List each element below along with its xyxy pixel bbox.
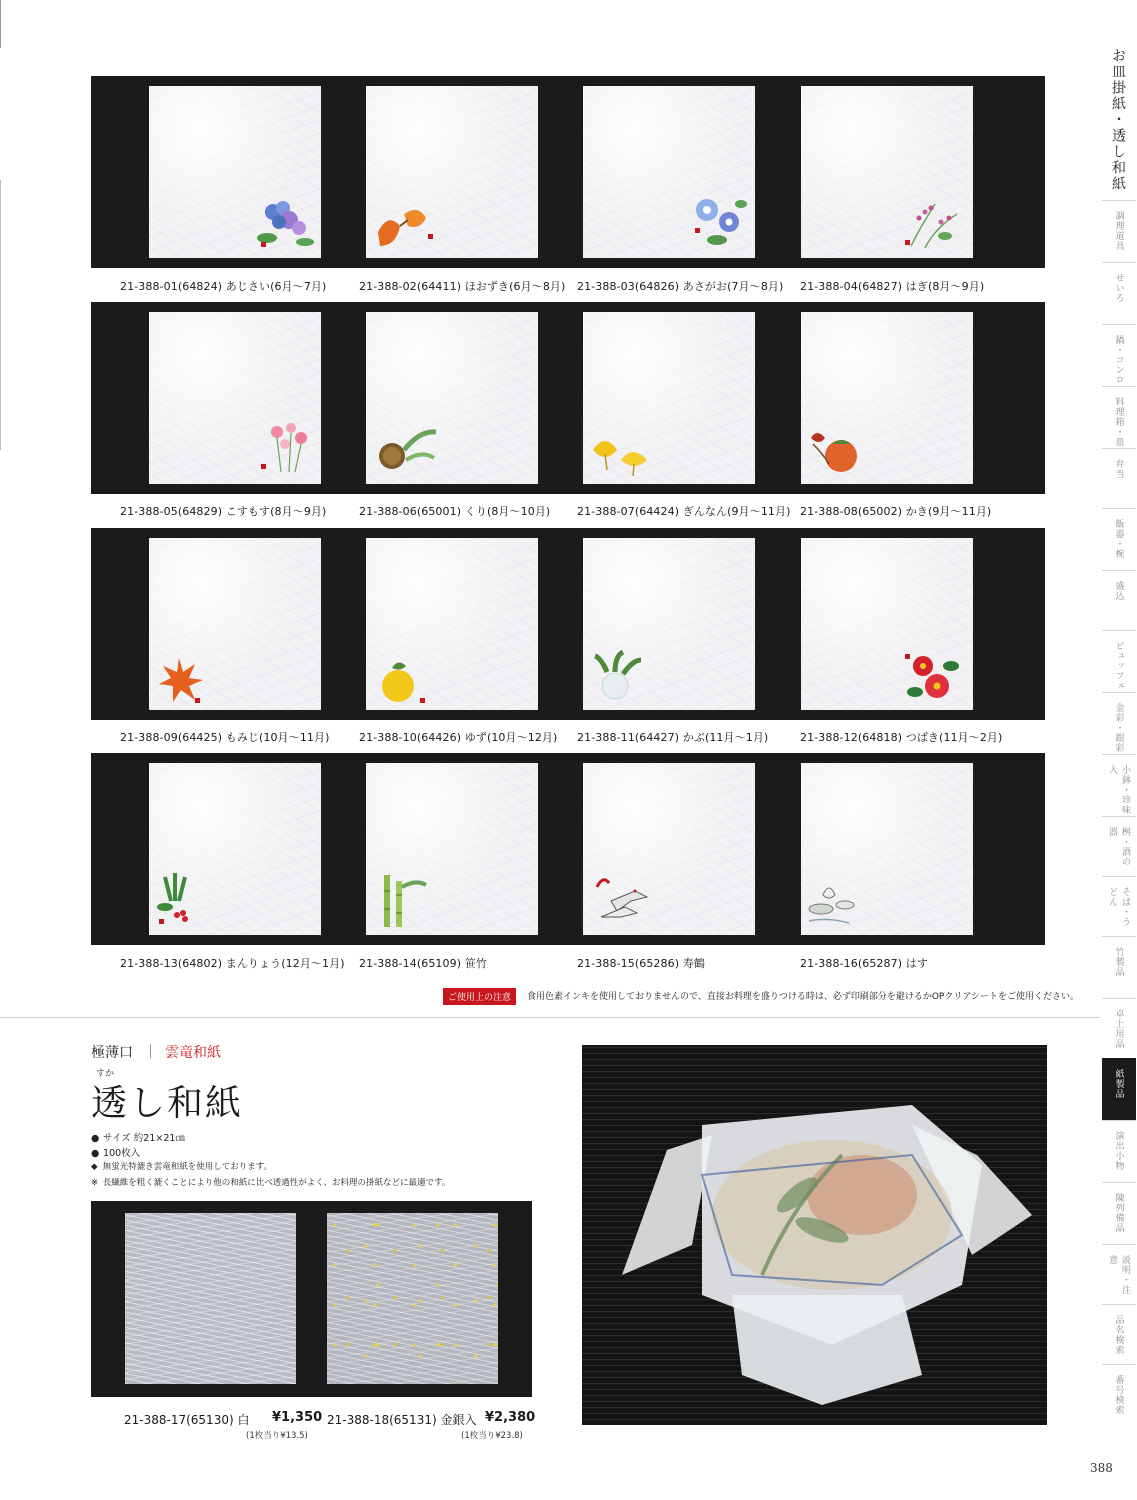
dish-with-washi-photo bbox=[582, 1045, 1047, 1425]
product-image-ginnan bbox=[583, 312, 755, 484]
index-tab[interactable] bbox=[1102, 1244, 1136, 1304]
product-image-kosumosu bbox=[149, 312, 321, 484]
section-divider bbox=[0, 1017, 1100, 1018]
index-tab[interactable] bbox=[1102, 1058, 1136, 1120]
index-tab-label: 調理道具 bbox=[1113, 211, 1124, 251]
index-tab-label: 小鉢・珍味入 bbox=[1107, 765, 1130, 815]
product-image-hasu bbox=[801, 763, 973, 935]
index-tab-label: ビュッフェ bbox=[1113, 641, 1124, 691]
index-tab-label: 料理箱・皿 bbox=[1113, 397, 1124, 447]
index-tab[interactable] bbox=[1102, 1182, 1136, 1244]
bush-clover-icon bbox=[901, 196, 965, 252]
caption-item-05: 21-388-05(64829) こすもす(8月〜9月) bbox=[120, 505, 327, 518]
index-tab-label: せいろ bbox=[1113, 273, 1124, 303]
title-ruby: すか bbox=[96, 1069, 115, 1079]
lotus-icon bbox=[807, 875, 871, 931]
margin-mark bbox=[0, 0, 1, 48]
caption-item-04: 21-388-04(64827) はぎ(8月〜9月) bbox=[800, 280, 985, 293]
subtitle-separator bbox=[150, 1044, 151, 1058]
caption-item-10: 21-388-10(64426) ゆず(10月〜12月) bbox=[359, 731, 558, 744]
product-image-kaki bbox=[801, 312, 973, 484]
caption-item-17: 21-388-17(65130) 白 bbox=[124, 1413, 250, 1427]
spec-size: ● サイズ 約21×21㎝ bbox=[91, 1133, 185, 1144]
product-band-row-4 bbox=[91, 753, 1045, 945]
camellia-icon bbox=[901, 650, 965, 706]
crane-icon bbox=[591, 867, 655, 923]
product-image-hagi bbox=[801, 86, 973, 258]
caption-item-14: 21-388-14(65109) 笹竹 bbox=[359, 957, 487, 970]
product-band-row-2 bbox=[91, 302, 1045, 494]
manryo-berry-icon bbox=[155, 871, 219, 927]
washi-band bbox=[91, 1201, 532, 1397]
product-image-kuri bbox=[366, 312, 538, 484]
caption-item-01: 21-388-01(64824) あじさい(6月〜7月) bbox=[120, 280, 327, 293]
chestnut-icon bbox=[374, 420, 438, 476]
product-photo bbox=[582, 1045, 1047, 1425]
spec-material: ◆ 無蛍光特漉き雲竜和紙を使用しております。 bbox=[91, 1162, 273, 1172]
index-tab-label: 品名検索 bbox=[1113, 1315, 1124, 1355]
product-image-tsubaki bbox=[801, 538, 973, 710]
index-tab[interactable] bbox=[1102, 324, 1136, 386]
unit-price-item-18: (1枚当り¥23.8) bbox=[461, 1431, 523, 1441]
index-tab-label: 演出小物 bbox=[1113, 1131, 1124, 1171]
caption-item-16: 21-388-16(65287) はす bbox=[800, 957, 928, 970]
index-tab-label: そば・うどん bbox=[1107, 887, 1130, 927]
index-tab-label: 説明・注意 bbox=[1107, 1255, 1130, 1295]
spec-note: ※ 長繊維を粗く漉くことにより他の和紙に比べ透過性がよく、お料理の掛紙などに最適です。 bbox=[91, 1178, 451, 1188]
maple-leaf-icon bbox=[155, 654, 219, 710]
index-tab[interactable] bbox=[1102, 200, 1136, 262]
index-tab[interactable] bbox=[1102, 1304, 1136, 1364]
hydrangea-icon bbox=[253, 198, 317, 254]
index-tab[interactable] bbox=[1102, 876, 1136, 936]
index-tab[interactable] bbox=[1102, 386, 1136, 448]
index-tab[interactable] bbox=[1102, 1120, 1136, 1182]
index-tab[interactable] bbox=[1102, 1364, 1136, 1426]
product-image-sasatake bbox=[366, 763, 538, 935]
index-tab[interactable] bbox=[1102, 262, 1136, 324]
product-image-kotobuki-tsuru bbox=[583, 763, 755, 935]
turnip-icon bbox=[593, 648, 657, 704]
caption-item-07: 21-388-07(64424) ぎんなん(9月〜11月) bbox=[577, 505, 791, 518]
product-image-kabu bbox=[583, 538, 755, 710]
spec-count: ● 100枚入 bbox=[91, 1148, 141, 1159]
index-tab-label: 番号検索 bbox=[1113, 1375, 1124, 1415]
morning-glory-icon bbox=[687, 194, 751, 250]
index-tab[interactable] bbox=[1102, 508, 1136, 570]
page-number: 388 bbox=[1090, 1461, 1113, 1475]
category-title: お皿掛紙・透し和紙 bbox=[1110, 48, 1126, 192]
usage-notice-text: 食用色素インキを使用しておりませんので、直接お料理を盛りつける時は、必ず印刷部分を避けるかOPクリアシートをご使用ください。 bbox=[527, 992, 1079, 1002]
hozuki-lantern-icon bbox=[374, 196, 438, 252]
caption-item-06: 21-388-06(65001) くり(8月〜10月) bbox=[359, 505, 551, 518]
ginkgo-leaf-icon bbox=[589, 424, 653, 480]
unit-price-item-17: (1枚当り¥13.5) bbox=[246, 1431, 308, 1441]
index-tab[interactable] bbox=[1102, 754, 1136, 816]
index-tab-label: 桝・酒の器 bbox=[1107, 827, 1130, 867]
product-image-asagao bbox=[583, 86, 755, 258]
cosmos-flower-icon bbox=[257, 420, 321, 476]
product-image-manryo bbox=[149, 763, 321, 935]
caption-item-12: 21-388-12(64818) つばき(11月〜2月) bbox=[800, 731, 1003, 744]
index-tab-label: 盛込 bbox=[1113, 581, 1124, 601]
caption-item-08: 21-388-08(65002) かき(9月〜11月) bbox=[800, 505, 992, 518]
index-tab[interactable] bbox=[1102, 816, 1136, 876]
washi-image-gold-silver bbox=[327, 1213, 498, 1384]
margin-mark bbox=[0, 180, 1, 450]
index-tab[interactable] bbox=[1102, 692, 1136, 754]
product-image-yuzu bbox=[366, 538, 538, 710]
product-subtitle: 極薄口 bbox=[91, 1045, 133, 1061]
index-tab[interactable] bbox=[1102, 630, 1136, 692]
price-item-18: ¥2,380 bbox=[485, 1410, 536, 1425]
index-tab[interactable] bbox=[1102, 998, 1136, 1058]
caption-item-13: 21-388-13(64802) まんりょう(12月〜1月) bbox=[120, 957, 345, 970]
index-tab-label: 金彩・銀彩 bbox=[1113, 703, 1124, 753]
index-tab-label: 竹製品 bbox=[1113, 947, 1124, 977]
index-tab-label: 弁当 bbox=[1113, 459, 1124, 479]
product-image-ajisai bbox=[149, 86, 321, 258]
caption-item-03: 21-388-03(64826) あさがお(7月〜8月) bbox=[577, 280, 784, 293]
index-tab[interactable] bbox=[1102, 448, 1136, 508]
product-material: 雲竜和紙 bbox=[165, 1045, 221, 1061]
caption-item-11: 21-388-11(64427) かぶ(11月〜1月) bbox=[577, 731, 769, 744]
index-tab-label: 飯器・椀 bbox=[1113, 519, 1124, 559]
caption-item-02: 21-388-02(64411) ほおずき(6月〜8月) bbox=[359, 280, 566, 293]
persimmon-icon bbox=[807, 424, 871, 480]
index-tab-label: 紙製品 bbox=[1113, 1069, 1124, 1099]
price-item-17: ¥1,350 bbox=[272, 1410, 323, 1425]
product-image-hoozuki bbox=[366, 86, 538, 258]
yuzu-citrus-icon bbox=[374, 654, 438, 710]
index-tab-label: 陳列備品 bbox=[1113, 1193, 1124, 1233]
caption-item-15: 21-388-15(65286) 寿鶴 bbox=[577, 957, 705, 970]
bamboo-icon bbox=[372, 873, 436, 929]
product-band-row-1 bbox=[91, 76, 1045, 268]
index-tab-label: 鍋・コンロ bbox=[1113, 335, 1124, 385]
index-tab[interactable] bbox=[1102, 570, 1136, 630]
caption-item-09: 21-388-09(64425) もみじ(10月〜11月) bbox=[120, 731, 330, 744]
usage-notice-label: ご使用上の注意 bbox=[443, 988, 516, 1005]
washi-image-white bbox=[125, 1213, 296, 1384]
product-band-row-3 bbox=[91, 528, 1045, 720]
caption-item-18: 21-388-18(65131) 金銀入 bbox=[327, 1413, 477, 1427]
product-image-momiji bbox=[149, 538, 321, 710]
product-title: 透し和紙 bbox=[91, 1083, 244, 1124]
index-tab-label: 卓上用品 bbox=[1113, 1009, 1124, 1049]
index-tab[interactable] bbox=[1102, 936, 1136, 998]
